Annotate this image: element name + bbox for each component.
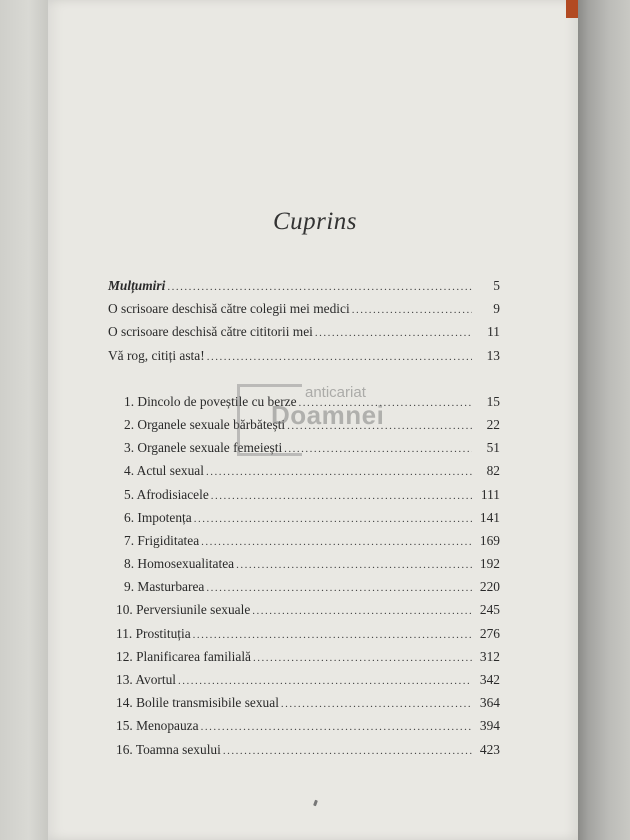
- book-page-edges: [578, 0, 630, 840]
- chapter-title: Homosexualitatea: [137, 556, 235, 572]
- toc-entry-chapter: [108, 552, 500, 575]
- leader-dots: [201, 531, 472, 554]
- toc-entry-label: [108, 622, 193, 645]
- toc-entry-label: [108, 506, 194, 529]
- page-title: Cuprins: [272, 208, 358, 235]
- toc-entry-chapter: [108, 691, 500, 714]
- toc-entry-chapter: [108, 575, 500, 598]
- chapter-title: Perversiunile sexuale: [136, 602, 251, 618]
- watermark-top-text: anticariat: [305, 384, 366, 401]
- chapter-number: 13.: [116, 672, 133, 687]
- chapter-number: 8.: [124, 556, 135, 572]
- toc-entry-chapter: [108, 668, 500, 691]
- toc-entry-front-1: [108, 274, 500, 297]
- toc-entry-chapter: [108, 459, 500, 482]
- leader-dots: [281, 693, 472, 716]
- chapter-title: Bolile transmisibile sexual: [136, 695, 279, 711]
- toc-entry-page: 5: [493, 278, 500, 293]
- leader-dots: [211, 485, 472, 508]
- leader-dots: [206, 461, 472, 484]
- toc-entry-page: 22: [486, 416, 500, 432]
- leader-dots: [299, 392, 472, 415]
- leader-dots: [352, 299, 472, 322]
- chapter-title: Masturbarea: [137, 579, 205, 595]
- chapter-title: Dincolo de poveștile cu berze: [137, 393, 297, 409]
- toc-entry-label: [108, 738, 223, 761]
- leader-dots: [206, 577, 472, 600]
- toc-entry-page: 342: [479, 672, 500, 687]
- chapter-number: 16.: [116, 741, 133, 757]
- chapter-number: 11.: [116, 625, 133, 641]
- toc-entry-page: 9: [493, 301, 500, 317]
- toc-entry-label: [108, 390, 299, 413]
- toc-entry-label: O scrisoare deschisă către colegii mei medici: [108, 301, 350, 317]
- chapter-title: Afrodisiacele: [136, 486, 209, 502]
- toc-entry-label: [108, 714, 201, 737]
- toc-entry-label: [108, 436, 284, 459]
- leader-dots: [178, 670, 472, 693]
- toc-entry-page: 394: [479, 718, 500, 734]
- spacer: [108, 367, 500, 390]
- toc-entry-label: [108, 552, 236, 575]
- toc-entry-page: 82: [486, 463, 500, 479]
- toc-entry-chapter: [108, 529, 500, 552]
- chapter-title: Avortul: [135, 672, 177, 687]
- toc-entry-page: 364: [479, 695, 500, 711]
- toc-entry-page: 192: [479, 556, 500, 572]
- chapter-title: Menopauza: [136, 718, 199, 734]
- toc-entry-label: [108, 645, 253, 668]
- chapter-number: 7.: [124, 532, 135, 548]
- toc-entry-label: [108, 483, 211, 506]
- toc-entry-label: [108, 668, 178, 691]
- chapter-number: 6.: [124, 509, 135, 525]
- toc-entry-chapter: [108, 390, 500, 413]
- cover-corner: [566, 0, 578, 18]
- leader-dots: [236, 554, 472, 577]
- toc-entry-label: [108, 459, 206, 482]
- chapter-number: 4.: [124, 463, 135, 479]
- leader-dots: [315, 322, 472, 345]
- toc-entry-chapter: [108, 436, 500, 459]
- table-of-contents: [108, 274, 500, 761]
- leader-dots: [193, 624, 472, 647]
- leader-dots: [223, 740, 472, 763]
- toc-entry-label: [108, 691, 281, 714]
- chapter-title: Organele sexuale femeiești: [137, 440, 283, 456]
- book-gutter: [0, 0, 48, 840]
- toc-entry-label: Mulțumiri: [108, 278, 166, 293]
- chapter-title: Organele sexuale bărbătești: [137, 416, 286, 432]
- toc-entry-page: 51: [486, 440, 500, 456]
- toc-entry-label: [108, 598, 252, 621]
- leader-dots: [167, 276, 472, 299]
- chapter-number: 5.: [124, 486, 135, 502]
- toc-entry-page: 13: [486, 347, 500, 363]
- chapter-number: 10.: [116, 602, 133, 618]
- toc-entry-page: 169: [479, 532, 500, 548]
- toc-entry-page: 276: [479, 625, 500, 641]
- chapter-number: 14.: [116, 695, 133, 711]
- watermark-main-text: Doamnei: [271, 400, 385, 430]
- chapter-number: 2.: [124, 416, 135, 432]
- chapter-title: Planificarea familială: [136, 648, 251, 664]
- toc-entry-page: 245: [479, 602, 500, 618]
- toc-entry-page: 15: [486, 393, 500, 409]
- toc-entry-label: [108, 529, 201, 552]
- toc-entry-chapter: [108, 645, 500, 668]
- toc-entry-label: [108, 413, 287, 436]
- chapter-title: Frigiditatea: [137, 532, 200, 548]
- chapter-title: Prostituția: [135, 625, 191, 641]
- toc-entry-front-2: [108, 297, 500, 320]
- toc-entry-chapter: [108, 506, 500, 529]
- toc-entry-chapter: [108, 413, 500, 436]
- leader-dots: [284, 438, 472, 461]
- toc-entry-chapter: [108, 714, 500, 737]
- toc-entry-chapter: [108, 622, 500, 645]
- toc-entry-label: [108, 575, 206, 598]
- leader-dots: [201, 716, 472, 739]
- toc-entry-page: 111: [480, 486, 500, 502]
- toc-entry-page: 141: [479, 509, 500, 525]
- toc-entry-chapter: [108, 483, 500, 506]
- leader-dots: [252, 600, 472, 623]
- toc-entry-label: O scrisoare deschisă către cititorii mei: [108, 324, 313, 340]
- toc-entry-page: 220: [479, 579, 500, 595]
- chapter-number: 12.: [116, 648, 133, 664]
- chapter-number: 9.: [124, 579, 135, 595]
- toc-entry-page: 423: [479, 741, 500, 757]
- leader-dots: [287, 415, 472, 438]
- chapter-title: Toamna sexului: [135, 741, 221, 757]
- chapter-list: [108, 390, 500, 761]
- toc-entry-label: Vă rog, citiți asta!: [108, 347, 205, 363]
- leader-dots: [194, 508, 472, 531]
- leader-dots: [207, 346, 472, 369]
- chapter-title: Impotența: [137, 509, 192, 525]
- chapter-title: Actul sexual: [136, 463, 204, 479]
- chapter-number: 1.: [124, 393, 135, 409]
- toc-entry-chapter: [108, 598, 500, 621]
- toc-entry-front-4: [108, 344, 500, 367]
- chapter-number: 3.: [124, 440, 135, 456]
- toc-entry-chapter: [108, 738, 500, 761]
- leader-dots: [253, 647, 472, 670]
- toc-entry-page: 312: [479, 648, 500, 664]
- toc-entry-front-3: [108, 320, 500, 343]
- toc-entry-page: 11: [487, 324, 500, 340]
- chapter-number: 15.: [116, 718, 133, 734]
